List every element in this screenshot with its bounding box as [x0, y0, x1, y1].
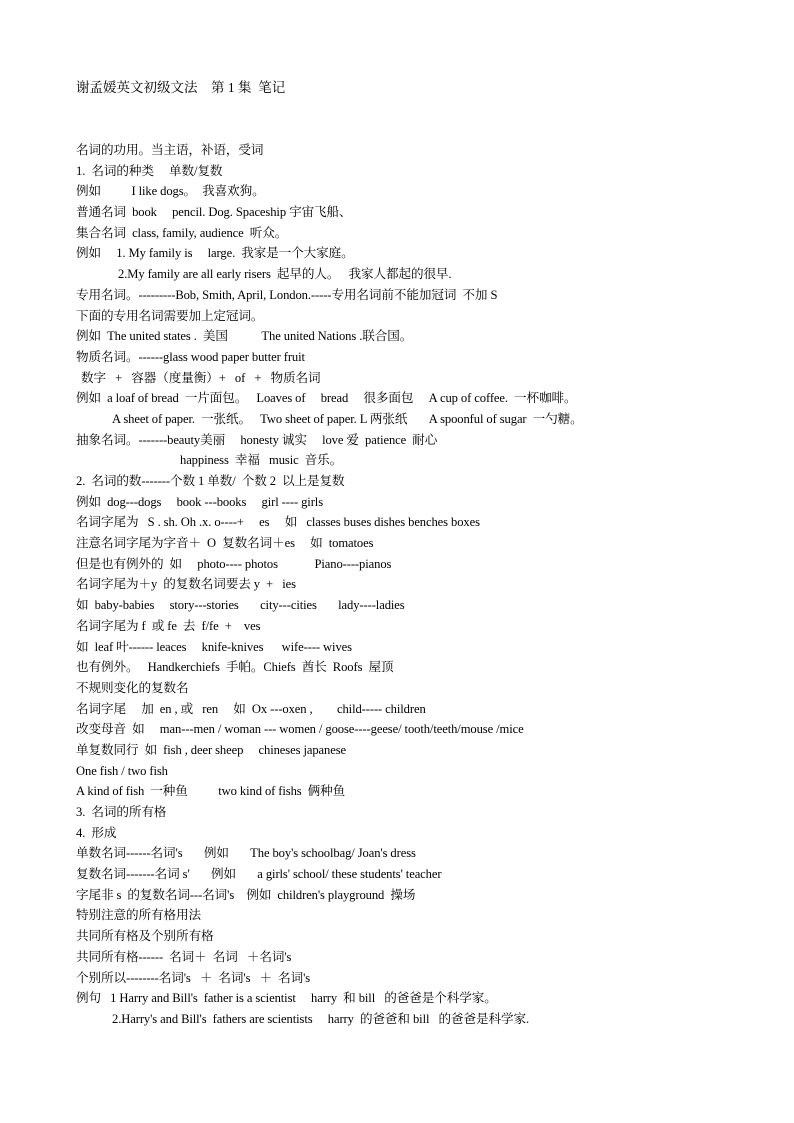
text-line: 普通名词 book pencil. Dog. Spaceship 宇宙飞船、	[76, 205, 352, 220]
text-line: 1. 名词的种类 单数/复数	[76, 163, 223, 178]
text-line: 名词字尾为 f 或 fe 去 f/fe + ves	[76, 618, 261, 633]
text-line: 单复数同行 如 fish , deer sheep chineses japanese	[76, 742, 346, 757]
text-line: 2.Harry's and Bill's fathers are scientists harry 的爸爸和 bill 的爸爸是科学家.	[112, 1011, 530, 1026]
text-line: 但是也有例外的 如 photo---- photos Piano----pianos	[76, 556, 392, 571]
text-line: 例如 dog---dogs book ---books girl ---- girls	[76, 494, 323, 509]
text-line: 4. 形成	[76, 825, 117, 840]
text-line: 改变母音 如 man---men / woman --- women / goose----geese/ tooth/teeth/mouse /mice	[76, 722, 524, 737]
text-line: 例句 1 Harry and Bill's father is a scientist harry 和 bill 的爸爸是个科学家。	[76, 991, 497, 1006]
text-line: 2.My family are all early risers 起早的人。 我家人都起的很早.	[118, 267, 452, 282]
text-line: 下面的专用名词需要加上定冠词。	[76, 308, 264, 323]
text-line: One fish / two fish	[76, 763, 168, 778]
text-line: 如 leaf 叶------ leaces knife-knives wife---- wives	[76, 639, 352, 654]
text-line: 如 baby-babies story---stories city---cities lady----ladies	[76, 598, 405, 613]
text-line: 单数名词------名词's 例如 The boy's schoolbag/ Joan's dress	[76, 846, 416, 861]
text-line: 抽象名词。-------beauty美丽 honesty 诚实 love 爱 patience 耐心	[76, 432, 438, 447]
text-line: 名词字尾 加 en , 或 ren 如 Ox ---oxen , child----- children	[76, 701, 426, 716]
text-line: 名词字尾为＋y 的复数名词要去 y + ies	[76, 577, 296, 592]
text-line: 专用名词。---------Bob, Smith, April, London.-----专用名词前不能加冠词 不加 S	[76, 287, 498, 302]
text-line: 集合名词 class, family, audience 听众。	[76, 225, 288, 240]
text-line: 例如 a loaf of bread 一片面包。 Loaves of bread 很多面包 A cup of coffee. 一杯咖啡。	[76, 391, 577, 406]
text-line: 例如 The united states . 美国 The united Nations .联合国。	[76, 329, 413, 344]
text-line: A sheet of paper. 一张纸。 Two sheet of paper. L 两张纸 A spoonful of sugar 一勺糖。	[112, 411, 583, 426]
text-line: happiness 幸福 music 音乐。	[180, 453, 343, 468]
text-line: 不规则变化的复数名	[76, 680, 189, 695]
text-line: A kind of fish 一种鱼 two kind of fishs 俩种鱼	[76, 784, 346, 799]
text-line: 注意名词字尾为字音＋ O 复数名词＋es 如 tomatoes	[76, 536, 374, 551]
text-line: 例如 I like dogs。 我喜欢狗。	[76, 184, 265, 199]
text-line: 数字 + 容器（度量衡）+ of + 物质名词	[81, 370, 321, 385]
text-line: 字尾非 s 的复数名词---名词's 例如 children's playground 操场	[76, 887, 416, 902]
text-line: 个别所以--------名词's ＋ 名词's ＋ 名词's	[76, 970, 311, 985]
text-line: 名词的功用。当主语，补语，受词	[76, 143, 264, 157]
document-title: 谢孟媛英文初级文法 第 1 集 笔记	[76, 80, 286, 95]
text-line: 也有例外。 Handkerchiefs 手帕。Chiefs 酋长 Roofs 屋顶	[76, 660, 394, 675]
text-line: 共同所有格------ 名词＋ 名词 ＋名词's	[76, 949, 292, 964]
text-line: 例如 1. My family is large. 我家是一个大家庭。	[76, 246, 354, 261]
text-line: 复数名词-------名词 s' 例如 a girls' school/ these students' teacher	[76, 867, 442, 882]
text-line: 共同所有格及个别所有格	[76, 929, 214, 944]
text-line: 特别注意的所有格用法	[76, 908, 201, 923]
text-line: 名词字尾为 S . sh. Oh .x. o----+ es 如 classes buses dishes benches boxes	[76, 515, 480, 530]
text-line: 2. 名词的数-------个数 1 单数/ 个数 2 以上是复数	[76, 474, 345, 488]
text-line: 3. 名词的所有格	[76, 805, 167, 819]
text-line: 物质名词。------glass wood paper butter fruit	[76, 349, 305, 364]
document-body	[76, 140, 776, 1030]
